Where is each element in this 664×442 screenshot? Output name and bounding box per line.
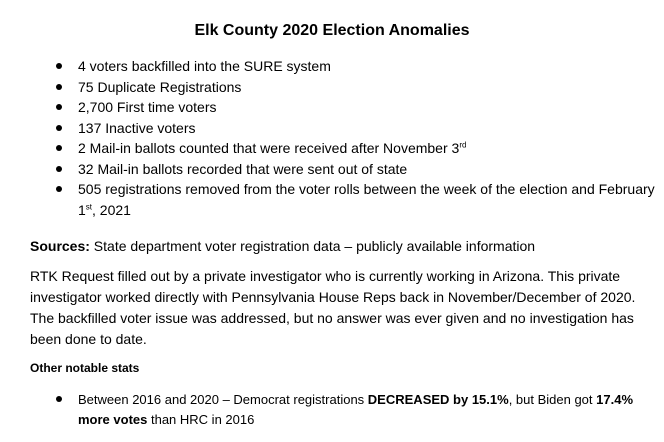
- list-item: [56, 179, 656, 220]
- list-item: [56, 97, 656, 118]
- bullet-icon: [56, 186, 62, 192]
- list-item-text: 32 Mail-in ballots recorded that were sent out of state: [78, 160, 408, 177]
- list-item: [56, 77, 656, 98]
- sources-label: Sources:: [30, 238, 90, 254]
- list-item-text: 75 Duplicate Registrations: [78, 78, 242, 95]
- ordinal-suffix: rd: [459, 140, 467, 150]
- rtk-paragraph: RTK Request filled out by a private investigator who is currently working in Arizona. This private investigator worked directly with Pennsylvania House Reps back in November/December of 2020. The backfilled voter issue was addressed, but no answer was ever given and no investigation has been done to date.: [30, 268, 636, 347]
- bullet-icon: [56, 166, 62, 172]
- list-item: [56, 56, 656, 77]
- bullet-icon: [56, 84, 62, 90]
- stat-text-part1: Between 2016 and 2020 – Democrat registrations: [78, 392, 368, 407]
- list-item: [56, 138, 656, 159]
- stat-text-part2: , but Biden got: [508, 392, 597, 407]
- stat-bold-more-votes: 17.4% more votes: [78, 392, 634, 427]
- list-item-suffix: , 2021: [92, 201, 131, 218]
- ordinal-suffix: st: [85, 201, 93, 211]
- other-stats-heading: Other notable stats: [30, 361, 140, 375]
- list-item-text: 4 voters backfilled into the SURE system: [78, 58, 331, 74]
- list-item-text: 2,700 First time voters: [78, 99, 217, 115]
- list-item: [56, 118, 656, 139]
- bullet-icon: [56, 63, 62, 69]
- list-item-text: 2 Mail-in ballots counted that were received after November 3: [78, 140, 460, 156]
- stat-bold-decrease: DECREASED by 15.1%: [367, 392, 509, 407]
- document-title: Elk County 2020 Election Anomalies: [194, 22, 470, 39]
- sources-text: State department voter registration data – publicly available information: [89, 238, 536, 254]
- list-item-text: 137 Inactive voters: [78, 119, 196, 136]
- list-item: [56, 390, 646, 429]
- sources-line: [30, 236, 650, 256]
- bullet-icon: [56, 396, 62, 402]
- bullet-icon: [56, 125, 62, 131]
- stats-list: [56, 390, 646, 429]
- list-item-text: 505 registrations removed from the voter rolls between the week of the election and February 1: [78, 181, 655, 218]
- bullet-icon: [56, 104, 62, 110]
- bullet-icon: [56, 145, 62, 151]
- list-item: [56, 159, 656, 180]
- anomalies-list: [56, 56, 656, 220]
- stat-text-part3: than HRC in 2016: [147, 411, 255, 427]
